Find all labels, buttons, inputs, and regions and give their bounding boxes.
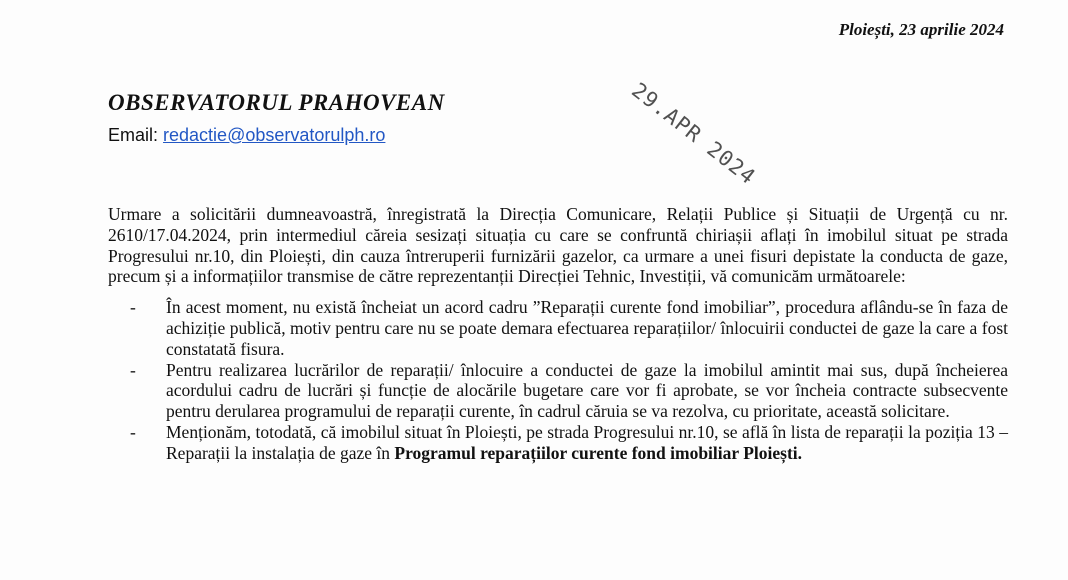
email-label: Email: xyxy=(108,125,159,145)
list-item xyxy=(108,422,1008,464)
letter-body xyxy=(108,204,1008,464)
program-name: Programul reparațiilor curente fond imobiliar Ploiești. xyxy=(394,442,803,463)
list-dash: - xyxy=(130,359,136,380)
list-dash: - xyxy=(130,297,136,318)
email-link[interactable]: redactie@observatorulph.ro xyxy=(163,125,386,145)
document-date: Ploiești, 23 aprilie 2024 xyxy=(838,20,1004,39)
received-date-stamp: 29.APR 2024 xyxy=(627,78,761,190)
list-item xyxy=(108,360,1008,422)
list-item-text: Pentru realizarea lucrărilor de reparații/ înlocuire a conductei de gaze la imobilul amintit mai sus, după încheierea acordului cadru de lucrări și funcție de alocările bugetare care vor fi aprobate, se vor încheia contracte subsecvente pentru derularea programului de reparații curente, în cadrul căruia se va rezolva, cu prioritate, această solicitare. xyxy=(166,359,1008,422)
recipient-email-line xyxy=(108,125,385,146)
list-item-text: În acest moment, nu există încheiat un acord cadru ”Reparații curente fond imobiliar”, procedura aflându-se în faza de achiziție publică, motiv pentru care nu se poate demara efectuarea reparațiilor/ înlocuirii conductei de gaze la care a fost constatată fisura. xyxy=(166,297,1008,359)
list-item-text: Menționăm, totodată, că imobilul situat în Ploiești, pe strada Progresului nr.10, se află în lista de reparații la poziția 13 – Reparații la instalația de gaze în xyxy=(166,421,1008,463)
response-list xyxy=(108,297,1008,463)
intro-paragraph: Urmare a solicitării dumneavoastră, înregistrată la Direcția Comunicare, Relații Publice și Situații de Urgență cu nr. 2610/17.04.2024, prin intermediul căreia sesizați situația cu care se confruntă chiriașii aflați în imobilul situat pe strada Progresului nr.10, din Ploiești, din cauza întreruperii furnizării gazelor, ca urmare a unei fisuri depistate la conducta de gaze, precum și a informațiilor transmise de către reprezentanții Direcției Tehnic, Investiții, vă comunicăm următoarele: xyxy=(108,204,1008,287)
list-dash: - xyxy=(130,421,136,442)
recipient-name: OBSERVATORUL PRAHOVEAN xyxy=(108,90,445,115)
list-item xyxy=(108,297,1008,359)
